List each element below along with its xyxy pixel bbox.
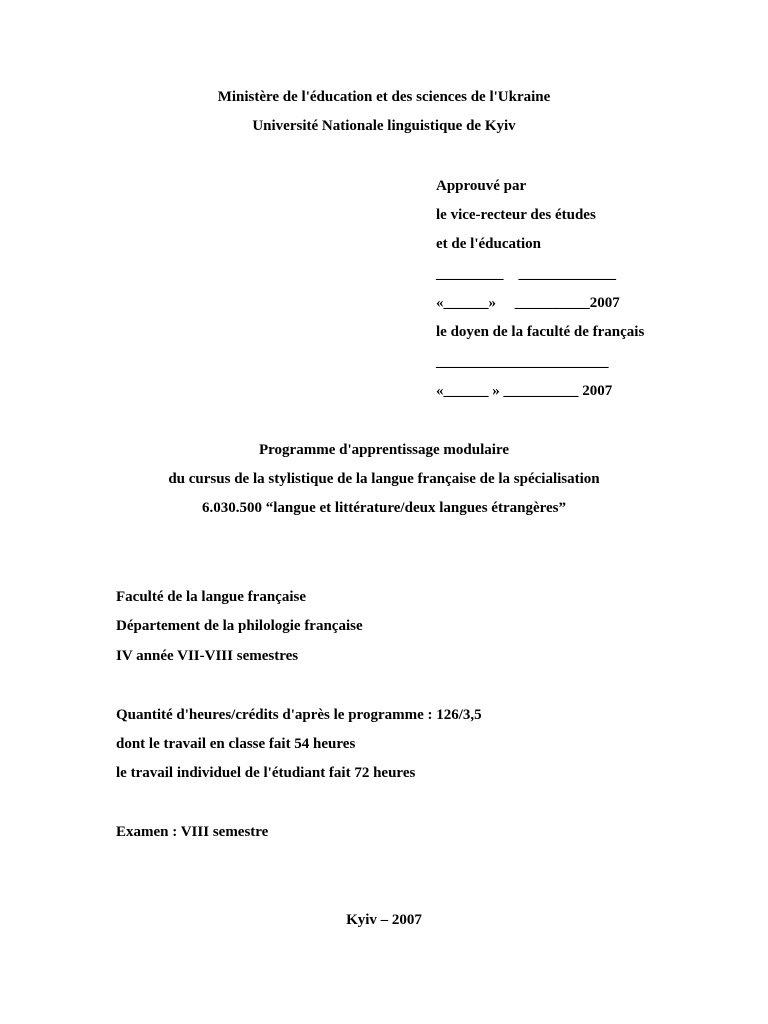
hours-individual-line: le travail individuel de l'étudiant fait 72 heures — [116, 765, 416, 781]
date-line-1: «______» __________2007 — [436, 295, 620, 311]
signature-line-1: _________ _____________ — [436, 266, 616, 282]
signature-line-2: _______________________ — [436, 354, 609, 370]
ministry-title: Ministère de l'éducation et des sciences de l'Ukraine — [217, 89, 551, 105]
university-title: Université Nationale linguistique de Kyiv — [252, 118, 516, 134]
hours-total-line: Quantité d'heures/crédits d'après le programme : 126/3,5 — [116, 707, 482, 723]
year-line: IV année VII-VIII semestres — [116, 648, 299, 664]
vice-rector-line-2: et de l'éducation — [436, 236, 541, 252]
programme-subtitle: du cursus de la stylistique de la langue française de la spécialisation — [168, 471, 600, 487]
exam-line: Examen : VIII semestre — [116, 824, 269, 840]
place-date: Kyiv – 2007 — [346, 912, 422, 928]
programme-title: Programme d'apprentissage modulaire — [259, 442, 509, 458]
hours-classwork-line: dont le travail en classe fait 54 heures — [116, 736, 356, 752]
approved-by: Approuvé par — [436, 178, 527, 194]
department-line: Département de la philologie française — [116, 618, 363, 634]
programme-specialisation: 6.030.500 “langue et littérature/deux langues étrangères” — [202, 500, 566, 516]
faculty-line: Faculté de la langue française — [116, 589, 306, 605]
date-line-2: «______ » __________ 2007 — [436, 383, 613, 399]
dean-line: le doyen de la faculté de français — [436, 324, 645, 340]
vice-rector-line-1: le vice-recteur des études — [436, 207, 596, 223]
